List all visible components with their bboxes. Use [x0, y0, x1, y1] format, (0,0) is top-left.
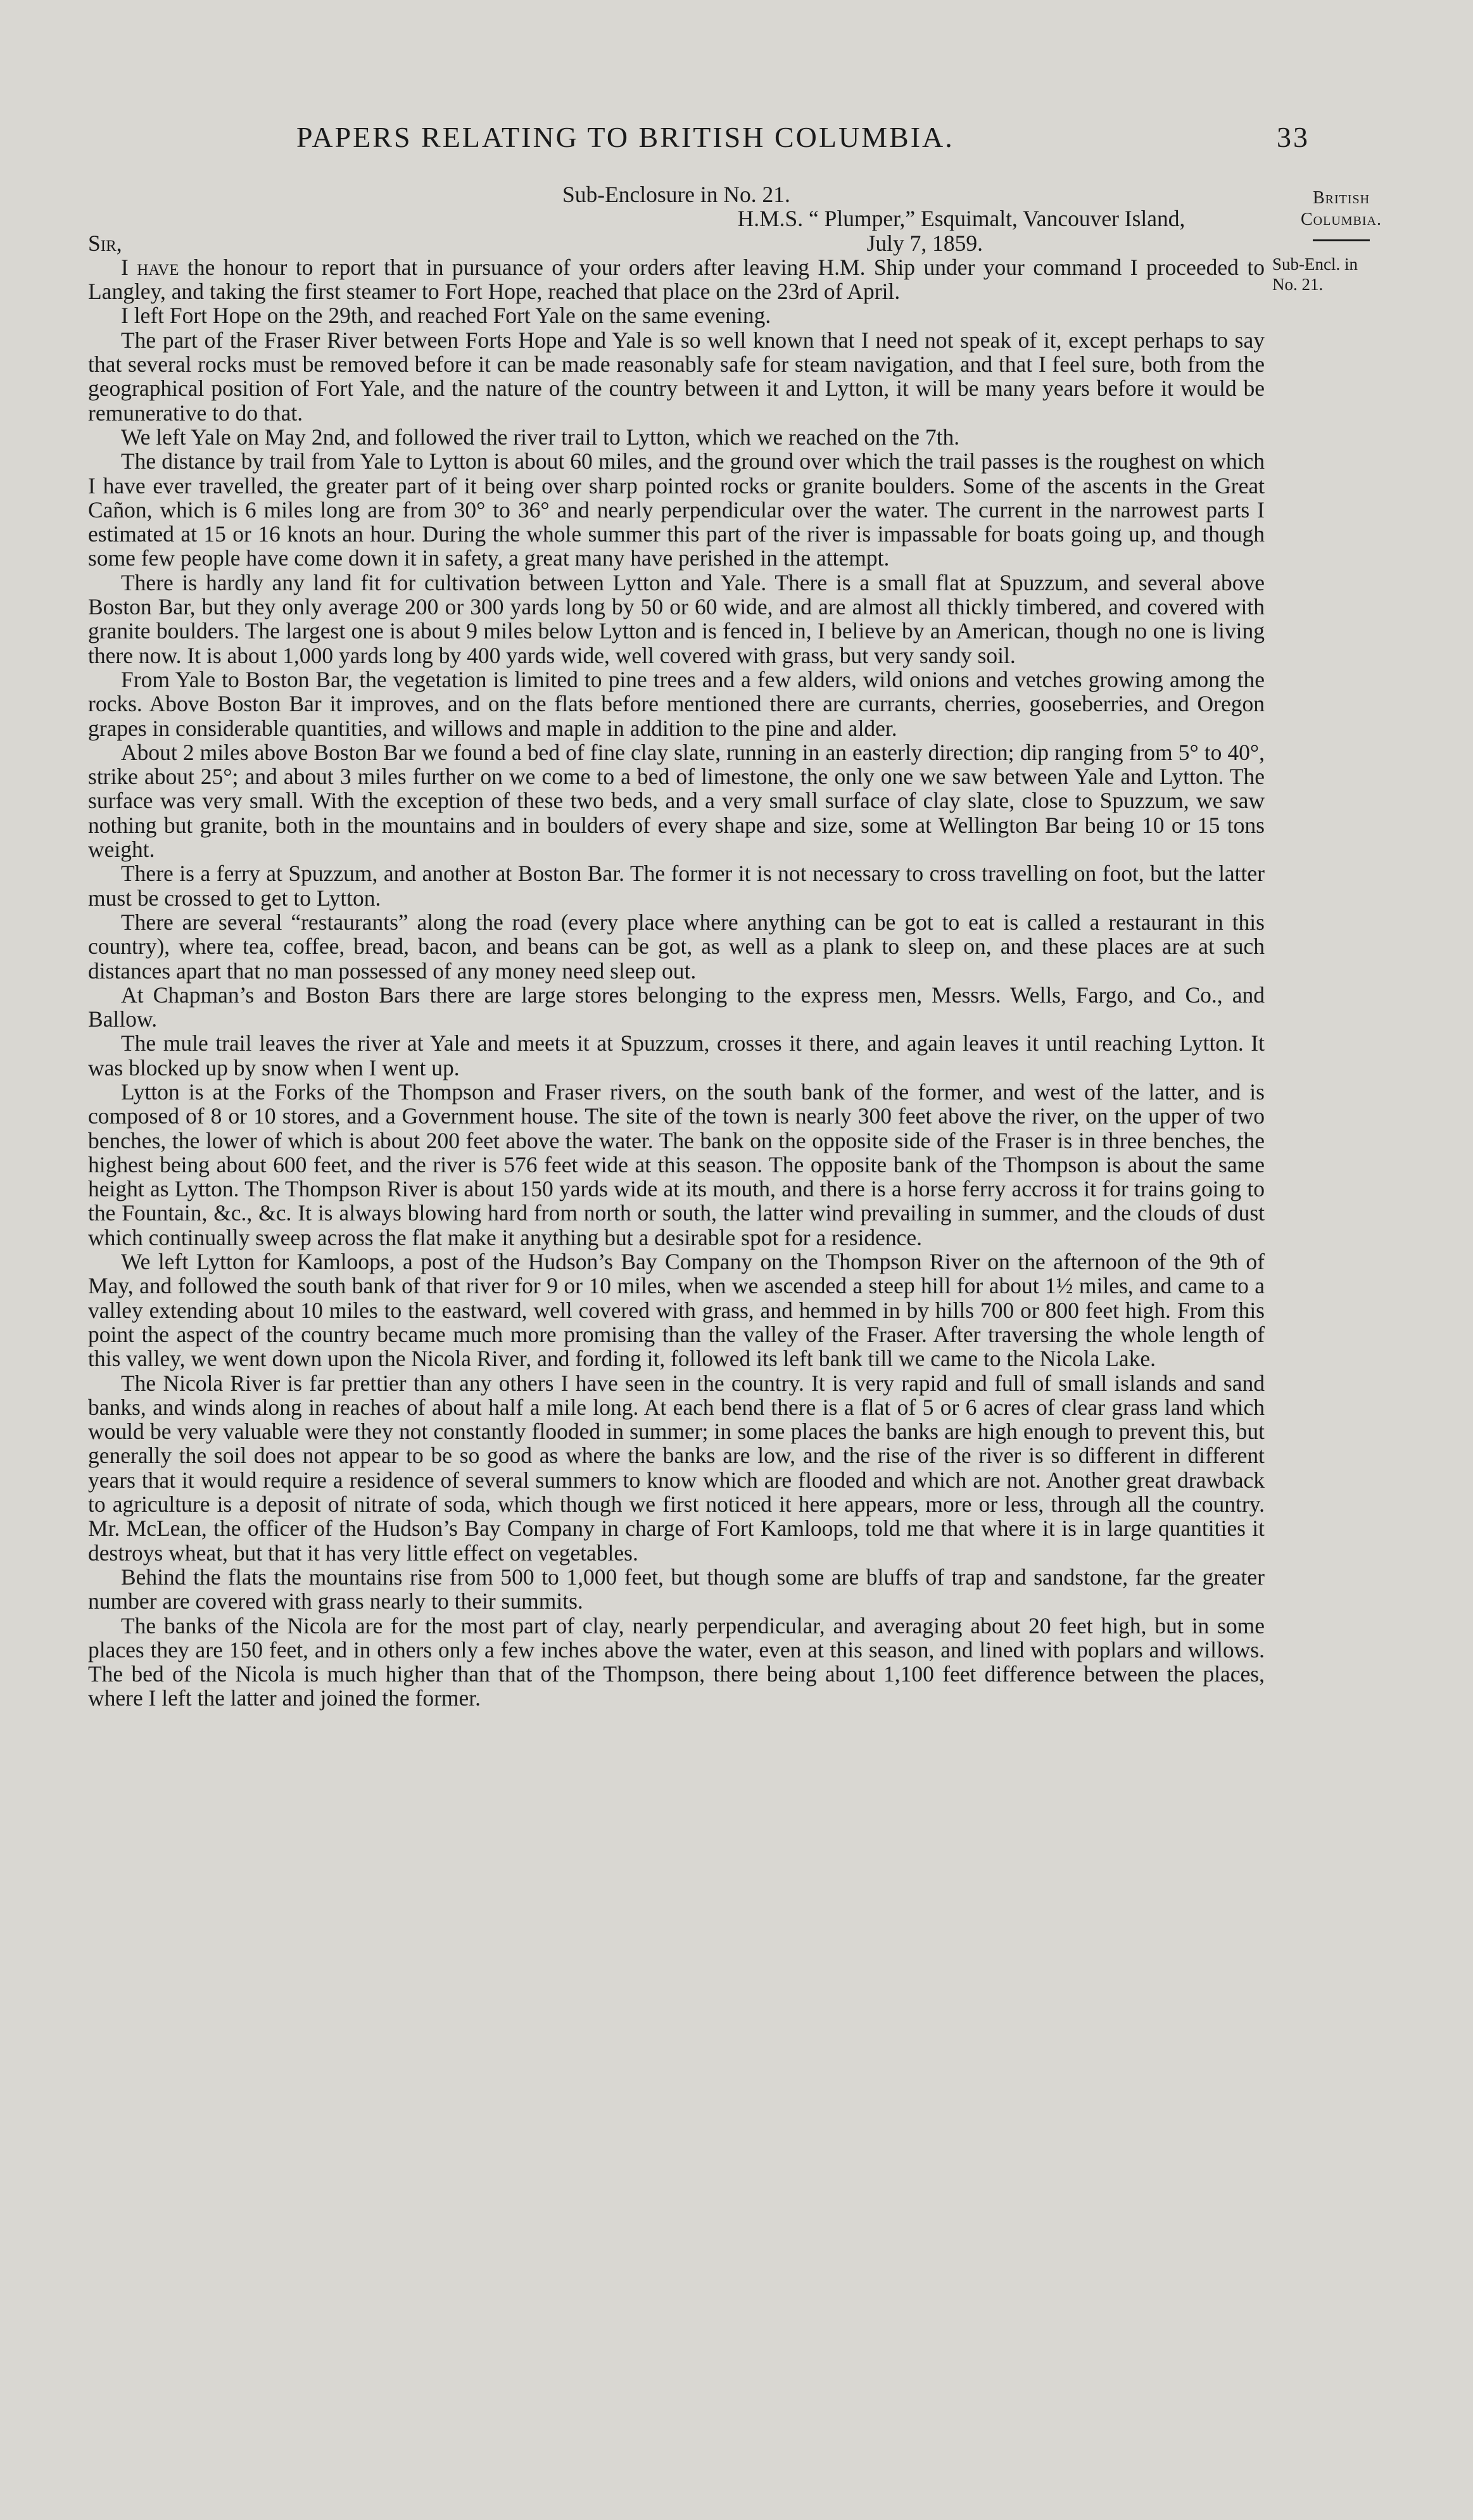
running-head [296, 120, 1310, 154]
paragraph: From Yale to Boston Bar, the vegetation is limited to pine trees and a few alders, wild onions and vetches growing among the rocks. Above Boston Bar it improves, and on the flats before mentioned there are currants, cherries, gooseberries, and Oregon grapes in considerable quantities, and willows and maple in addition to the pine and alder. [88, 666, 1265, 741]
paragraph: There is a ferry at Spuzzum, and another at Boston Bar. The former it is not necessary to cross travelling on foot, but the latter must be crossed to get to Lytton. [88, 861, 1265, 911]
salutation-date-line [88, 231, 1265, 255]
margin-note-encl-line2: No. 21. [1272, 275, 1324, 294]
margin-note-british: British [1312, 188, 1370, 208]
paragraph: We left Yale on May 2nd, and followed the river trail to Lytton, which we reached on the 7th. [121, 424, 960, 450]
margin-note-columbia: Columbia. [1300, 210, 1382, 229]
page-number: 33 [1277, 121, 1310, 153]
paragraph: The distance by trail from Yale to Lytton is about 60 miles, and the ground over which the trail passes is the roughest on which I have ever travelled, the greater part of it being over sharp pointed rocks or granite boulders. Some of the ascents in the Great Cañon, which is 6 miles long are from 30° to 36° and nearly perpendicular over the water. The current in the narrowest parts I estimated at 15 or 16 knots an hour. During the whole summer this part of the river is impassable for boats going up, and though some few people have come down it in safety, a great many have perished in the attempt. [88, 448, 1265, 571]
letter-address: H.M.S. “ Plumper,” Esquimalt, Vancouver Island, [737, 206, 1185, 232]
paragraph: The part of the Fraser River between Forts Hope and Yale is so well known that I need not speak of it, except perhaps to say that several rocks must be removed before it can be made reasonably safe for steam navigation, and that I feel sure, both from the geographical position of Fort Yale, and the nature of the country between it and Lytton, it will be many years before it would be remunerative to do that. [88, 327, 1265, 426]
opening-text: the honour to report that in pursuance of your orders after leaving H.M. Ship under your command I proceeded to Langley, and taking the first steamer to Fort Hope, reached that place on the 23rd of April. [88, 254, 1265, 305]
paragraph: There are several “restaurants” along the road (every place where anything can be got to eat is called a restaurant in this country), where tea, coffee, bread, bacon, and beans can be got, as well as a plank to sleep on, and these places are at such distances apart that no man possessed of any money need sleep out. [88, 909, 1265, 984]
paragraph: We left Lytton for Kamloops, a post of the Hudson’s Bay Company on the Thompson River on the afternoon of the 9th of May, and followed the south bank of that river for 9 or 10 miles, when we ascended a steep hill for about 1½ miles, and came to a valley extending about 10 miles to the eastward, well covered with grass, and hemmed in by hills 700 or 800 feet high. From this point the aspect of the country became much more promising than the valley of the Fraser. After traversing the whole length of this valley, we went down upon the Nicola River, and fording it, followed its left bank till we came to the Nicola Lake. [88, 1249, 1265, 1372]
opening-word: I have [121, 254, 179, 280]
paragraph: The mule trail leaves the river at Yale and meets it at Spuzzum, crosses it there, and again leaves it until reaching Lytton. It was blocked up by snow when I went up. [88, 1030, 1265, 1080]
paragraph: Behind the flats the mountains rise from 500 to 1,000 feet, but though some are bluffs of trap and sandstone, far the greater number are covered with grass nearly to their summits. [88, 1564, 1265, 1614]
paragraph: At Chapman’s and Boston Bars there are large stores belonging to the express men, Messrs. Wells, Fargo, and Co., and Ballow. [88, 982, 1265, 1032]
margin-note [1268, 187, 1414, 294]
paragraph: The Nicola River is far prettier than any others I have seen in the country. It is very rapid and full of small islands and sand banks, and winds along in reaches of about half a mile long. At each bend there is a flat of 5 or 6 acres of clear grass land which would be very valuable were they not constantly flooded in summer; in some places the banks are high enough to prevent this, but generally the soil does not appear to be so good as where the banks are low, and the rise of the river is so different in different years that it would require a residence of several summers to know which are flooded and which are not. Another great drawback to agriculture is a deposit of nitrate of soda, which though we first noticed it here appears, more or less, through all the country. Mr. McLean, the officer of the Hudson’s Bay Company in charge of Fort Kamloops, told me that where it is in large quantities it destroys wheat, but that it has very little effect on vegetables. [88, 1370, 1265, 1566]
paragraph: Lytton is at the Forks of the Thompson and Fraser rivers, on the south bank of the former, and west of the latter, and is composed of 8 or 10 stores, and a Government house. The site of the town is nearly 300 feet above the river, on the upper of two benches, the lower of which is about 200 feet above the water. The bank on the opposite side of the Fraser is in three benches, the highest being about 600 feet, and the river is 576 feet wide at this season. The opposite bank of the Thompson is about the same height as Lytton. The Thompson River is about 150 yards wide at its mouth, and there is a horse ferry accross it for trains going to the Fountain, &c., &c. It is always blowing hard from north or south, the latter wind prevailing in summer, and the clouds of dust which continually sweep across the flat make it anything but a desirable spot for a residence. [88, 1079, 1265, 1250]
paragraph: There is hardly any land fit for cultivation between Lytton and Yale. There is a small flat at Spuzzum, and several above Boston Bar, but they only average 200 or 300 yards long by 50 or 60 wide, and are almost all thickly timbered, and covered with granite boulders. The largest one is about 9 miles below Lytton and is fenced in, I believe by an American, though no one is living there now. It is about 1,000 yards long by 400 yards wide, well covered with grass, but very sandy soil. [88, 569, 1265, 668]
letter-date: July 7, 1859. [866, 230, 983, 256]
salutation: Sir, [88, 230, 122, 256]
margin-divider [1313, 239, 1370, 241]
paragraph: About 2 miles above Boston Bar we found a bed of fine clay slate, running in an easterly direction; dip ranging from 5° to 40°, strike about 25°; and about 3 miles further on we come to a bed of limestone, the only one we saw between Yale and Lytton. The surface was very small. With the exception of these two beds, and a very small surface of clay slate, close to Spuzzum, we saw nothing but granite, both in the mountains and in boulders of every shape and size, some at Wellington Bar being 10 or 15 tons weight. [88, 739, 1265, 863]
page-title: PAPERS RELATING TO BRITISH COLUMBIA. [296, 121, 954, 153]
paragraph: The banks of the Nicola are for the most part of clay, nearly perpendicular, and averaging about 20 feet high, but in some places they are 150 feet, and in others only a few inches above the water, even at this season, and lined with poplars and willows. The bed of the Nicola is much higher than that of the Thompson, there being about 1,100 feet difference between the places, where I left the latter and joined the former. [88, 1612, 1265, 1711]
letter-heading: Sub-Enclosure in No. 21. [562, 182, 790, 207]
paragraph: I left Fort Hope on the 29th, and reached Fort Yale on the same evening. [121, 303, 771, 329]
margin-note-encl-line1: Sub-Encl. in [1272, 255, 1358, 274]
opening-paragraph [88, 255, 1265, 304]
letter-body [88, 182, 1265, 1711]
